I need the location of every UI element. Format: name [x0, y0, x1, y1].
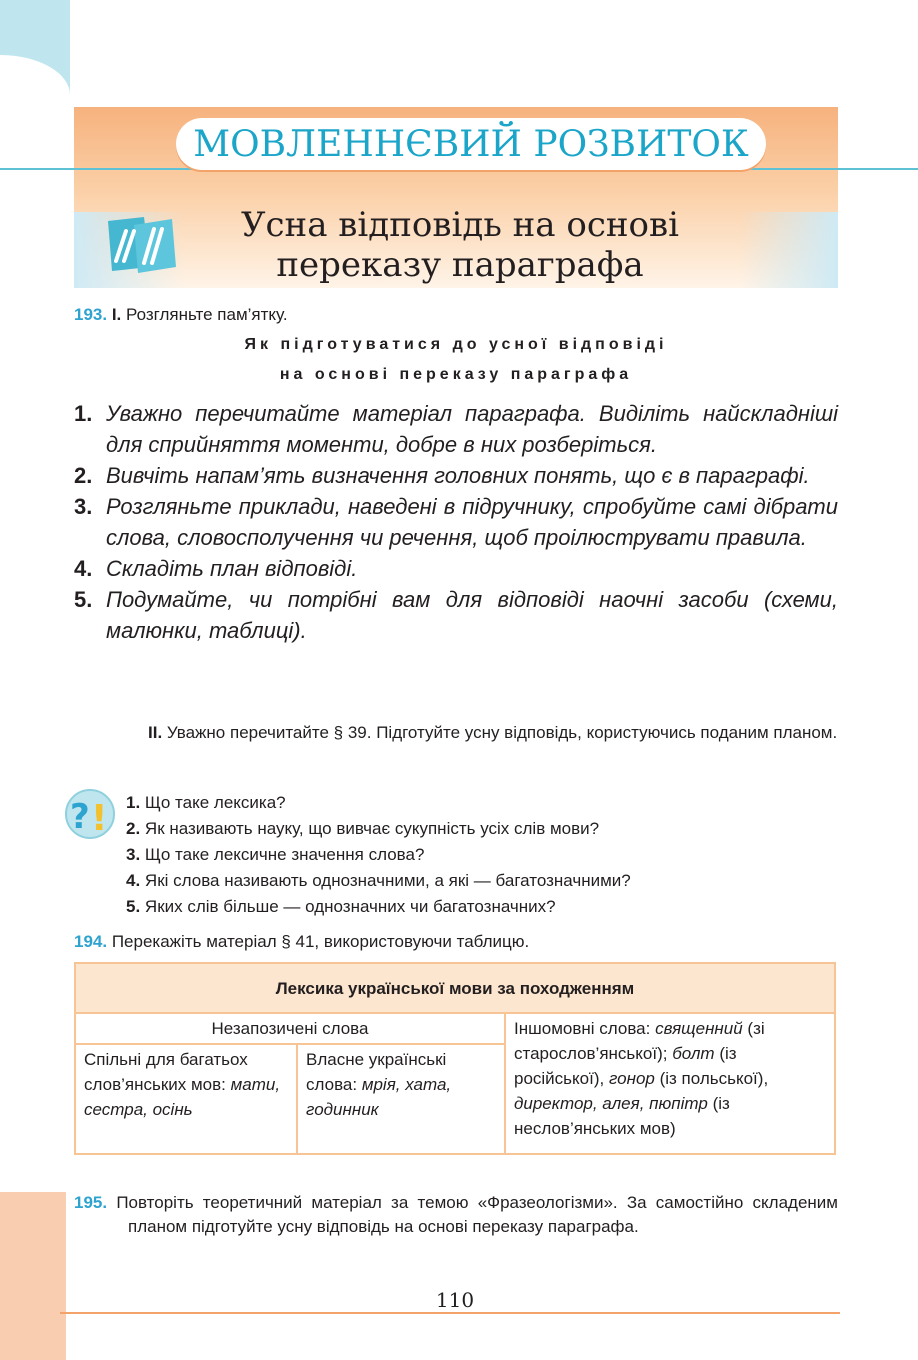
foreign-words-cell	[505, 1013, 835, 1154]
foreign-label: Іншомовні слова:	[514, 1019, 656, 1038]
question-number: 1.	[126, 793, 141, 812]
origin-note: (із польської),	[654, 1069, 769, 1088]
origin-note: (із неслов’янських мов)	[514, 1094, 730, 1138]
memo-item-text: Подумайте, чи потрібні вам для відповіді наочні засоби (схеми, малюнки, таблиці).	[106, 587, 838, 643]
section-title: МОВЛЕННЄВИЙ РОЗВИТОК	[193, 124, 749, 165]
common-slavic-cell	[75, 1044, 297, 1154]
memo-item-text: Розгляньте приклади, наведені в підручнику, спробуйте самі дібрати слова, словосполучення чи речення, щоб проілюструвати правила.	[106, 494, 838, 550]
question-exclamation-icon	[64, 788, 116, 840]
memo-item-number: 4.	[74, 556, 93, 581]
lesson-title-line2: переказу параграфа	[276, 245, 644, 285]
question-item	[126, 894, 838, 920]
exercise-193-part2	[148, 721, 838, 745]
question-text: Що таке лексика?	[144, 793, 286, 812]
memo-item	[74, 460, 838, 491]
exercise-193-task	[74, 303, 288, 327]
question-number: 2.	[126, 819, 141, 838]
corner-decoration-bottom	[0, 1192, 66, 1360]
svg-text:?: ?	[70, 797, 90, 837]
question-item	[126, 842, 838, 868]
memo-item-text: Уважно перечитайте матеріал параграфа. Виділіть найскладніші для сприйняття моменти, добре в них розберіться.	[106, 401, 838, 457]
example-word: священний	[655, 1019, 743, 1038]
question-text: Які слова називають однозначними, а які — багатозначними?	[144, 871, 631, 890]
ukrainian-cell	[297, 1044, 505, 1154]
example-words: мати, сестра, осінь	[84, 1075, 281, 1119]
footer-rule	[60, 1312, 840, 1314]
svg-text:!: !	[91, 798, 108, 839]
exercise-number: 195.	[74, 1193, 108, 1212]
memo-item-number: 5.	[74, 587, 93, 612]
memo-title-line1: Як підготуватися до усної відповіді	[244, 336, 668, 353]
question-list	[126, 790, 838, 920]
question-number: 4.	[126, 871, 141, 890]
exercise-number: 193.	[74, 305, 108, 324]
question-text: Як називають науку, що вивчає сукупність усіх слів мови?	[144, 819, 600, 838]
memo-list	[74, 398, 838, 646]
memo-item	[74, 553, 838, 584]
part-label: I.	[111, 305, 122, 324]
memo-title-line2: на основі переказу параграфа	[279, 366, 633, 383]
task-text: Перекажіть матеріал § 41, використовуючи таблицю.	[111, 932, 530, 951]
example-word: директор, алея, пюпітр	[514, 1094, 708, 1113]
example-word: гонор	[608, 1069, 655, 1088]
task-text: Уважно перечитайте § 39. Підготуйте усну відповідь, користуючись поданим планом.	[166, 723, 838, 742]
exercise-194-task	[74, 930, 529, 954]
example-words: мрія, хата, годинник	[306, 1075, 452, 1119]
example-word: болт	[672, 1044, 715, 1063]
task-text: Розгляньте пам’ятку.	[126, 305, 288, 324]
memo-item-number: 2.	[74, 463, 93, 488]
question-item	[126, 816, 838, 842]
question-text: Що таке лексичне значення слова?	[144, 845, 425, 864]
question-text: Яких слів більше — однозначних чи багатозначних?	[144, 897, 556, 916]
native-words-header: Незапозичені слова	[75, 1013, 505, 1044]
exercise-number: 194.	[74, 932, 108, 951]
origin-note: (зі старослов’янської);	[514, 1019, 765, 1063]
table-title: Лексика української мови за походженням	[75, 963, 835, 1013]
lesson-title-line1: Усна відповідь на основі	[240, 205, 680, 245]
part-label: II.	[148, 723, 163, 742]
page-number: 110	[430, 1288, 480, 1312]
memo-item-text: Складіть план відповіді.	[106, 556, 358, 581]
memo-item-text: Вивчіть напам’ять визначення головних понять, що є в параграфі.	[106, 463, 810, 488]
category-label: Власне українські слова:	[306, 1050, 447, 1094]
exercise-195-task	[74, 1191, 838, 1239]
memo-item	[74, 491, 838, 553]
memo-item-number: 3.	[74, 494, 93, 519]
question-number: 5.	[126, 897, 141, 916]
origin-note: (із російської),	[514, 1044, 737, 1088]
question-item	[126, 790, 838, 816]
lexicon-table	[74, 962, 836, 1155]
question-number: 3.	[126, 845, 141, 864]
memo-item-number: 1.	[74, 401, 93, 426]
question-item	[126, 868, 838, 894]
memo-item	[74, 584, 838, 646]
memo-item	[74, 398, 838, 460]
task-text: Повторіть теоретичний матеріал за темою «Фразеологізми». За самостійно складеним планом підготуйте усну відповідь на основі переказу параграфа.	[116, 1193, 838, 1236]
category-label: Спільні для багатьох слов’янських мов:	[84, 1050, 248, 1094]
lesson-title	[150, 205, 770, 285]
